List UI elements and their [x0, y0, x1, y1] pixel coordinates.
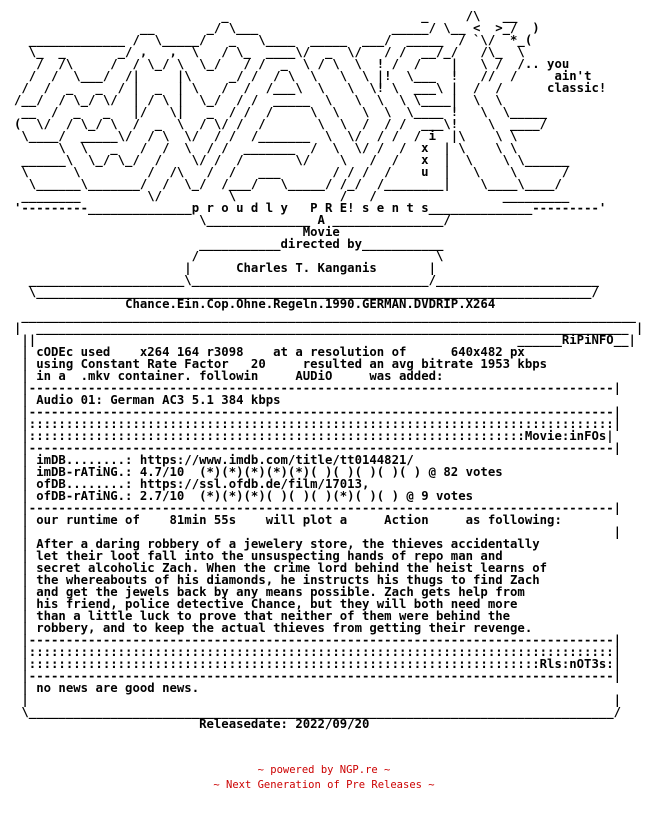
plot-line-5: and get the jewels back by any means possible. Zach gets help from: [36, 585, 525, 599]
release-date: Releasedate: 2022/09/20: [199, 717, 370, 731]
imdb-rating: imDB-rATiNG.: 4.7/10 (*)(*)(*)(*)(*)( )( )( )( )( ) @ 82 votes: [36, 465, 503, 479]
footer-powered-by[interactable]: ~ powered by NGP.re ~: [257, 764, 391, 776]
ascii-logo: _ _ /\ __ __ _/ \___ _____/ \__ < >_/ ) _____________ / \_____/ _ \____ _____ ___/ _____ / `\/ *_( \_ _ _/ , , \ / \_ ____\/ _ \/ / / __/_/ /\_ \ / /\ / / \_/ \ \_/ / / _ \ / \ \ ! / / | \ / /: [28, 9, 540, 71]
ofdb-rating: ofDB-rATiNG.: 2.7/10 (*)(*)(*)( )( )( )(*)( )( ) @ 9 votes: [36, 489, 474, 503]
logo-tagline-1: .. you: [524, 57, 570, 71]
audio-track: Audio 01: German AC3 5.1 384 kbps: [36, 393, 281, 407]
logo-tagline-2: ain't: [532, 69, 592, 83]
ripinfo-crf-line: using Constant Rate Factor 20 resulted an avg bitrate 1953 kbps: [36, 357, 548, 371]
director-name: Charles T. Kanganis: [236, 261, 377, 275]
notes-title: Rls:nOT3s: [539, 657, 607, 671]
release-notes: no news are good news.: [36, 681, 200, 695]
plot-line-2: let their loot fall into the unsuspecting hands of repo man and: [36, 549, 503, 563]
proudly-presents: p r o u d l y P R E! s e n t s: [191, 201, 429, 215]
movieinfo-title: Movie:inFOs: [524, 429, 607, 443]
header-movie: Movie: [302, 225, 340, 239]
footer: [0, 763, 648, 793]
imdb-link[interactable]: imDB........: https://www.imdb.com/title/tt0144821/: [36, 453, 414, 467]
ripinfo-title: RiPiNFO: [561, 333, 614, 347]
logo-tagline-3: classic!: [524, 81, 607, 95]
header-directed-by: directed by: [280, 237, 362, 251]
plot-line-6: his friend, police detective Chance, but they will both need more: [36, 597, 518, 611]
nfo-text: _ _ /\ __ __ _/ \___ _____/ \__ < >_/ ) _____________ / \_____/ _ \____ _____ ___/ _____ / `\/ *_( \_ _ _/ , , \ / \_ ____\/ _ \/ / / __/_/ /\_ \ / /\ / / \_/ \ \_/ / / _ \ / \ \ ! / / | \ / /.. you / / \___/ /| |\ _/ / / \ \ \ \ |! \___ ! // / ain't / / _ _ / | _ | \ / / /___\ \ \ \! \ ___\ | / / classic! /__/ / \_/ \/ | / \ | \_/ / / _____ \ \ \ \ \____| \ \ __ / _ _ |/ \| _ / / / \ \ \ \ \____ ! \ \_____ ( \/ / \_/ \ / _ \ / \/ / / \ \ / / / ___\! \ ____/ \____/ _____\/ / \ \/ / / /_______ \ \/ / / / i |\ \ \ \ \ _ / / \ / / _______ / \ \/ / / x | \ \ \ ______\ \_/ \_/ / \/ / / \/ \ / / x | \ \ \______ \ \ / /\ / / ___ / / / / u | \ \ / \______\_______/ / \_/ /___/ \_____/ /_/ /________| \____\____/ ________ \/ \ / / _________ '---------______________p r o u d l y P R E! s e n t s______________---------' \______________ A _______________/ Movie ___________directed by___________ / \ | Charles T. Kanganis | _____________________\________________________________/______________________ \___________________________________________________________________________/ Chance.Ein.Cop.Ohne.Regeln.1990.GERMAN.DVDRIP.X264 ___________________________________________________________________________________ | ________________________________________________________________________________ | || ______RiPiNFO__| | cODEc used x264 164 r3098 at a resolution of 640x482 px | using Constant Rate Factor 20 resulted an avg bitrate 1953 kbps | in a .mkv container. followin AUDiO was added: |-------------------------------------------------------------------------------| | Audio 01: German AC3 5.1 384 kbps |-------------------------------------------------------------------------------| |:::::::::::::::::::::::::::::::::::::::::::::::::::::::::::::::::::::::::::::::| |:::::::::::::::::::::::::::::::::::::::::::::::::::::::::::::::::::Movie:inFOs| |-------------------------------------------------------------------------------| | imDB........: https://www.imdb.com/title/tt0144821/ | imDB-rATiNG.: 4.7/10 (*)(*)(*)(*)(*)( )( )( )( )( ) @ 82 votes | ofDB........: https://ssl.ofdb.de/film/17013, | ofDB-rATiNG.: 2.7/10 (*)(*)(*)( )( )( )(*)( )( ) @ 9 votes |-------------------------------------------------------------------------------| | our runtime of 81min 55s will plot a Action as following: | | | After a daring robbery of a jewelery store, the thieves accidentally | let their loot fall into the unsuspecting hands of repo man and | secret alcoholic Zach. When the crime lord behind the heist learns of | the whereabouts of his diamonds, he instructs his thugs to find Zach | and get the jewels back by any means possible. Zach gets help from | his friend, police detective Chance, but they will both need more | than a little luck to prove that neither of them were behind the | robbery, and to keep the actual thieves from getting their revenge. |-------------------------------------------------------------------------------| |:::::::::::::::::::::::::::::::::::::::::::::::::::::::::::::::::::::::::::::::| |:::::::::::::::::::::::::::::::::::::::::::::::::::::::::::::::::::::Rls:nOT3s:| |-------------------------------------------------------------------------------| | no news are good news. | | \_______________________________________________________________________________/ Releasedate: 2022/09/20: [14, 9, 644, 731]
ripinfo-container-line: in a .mkv container. followin AUDiO was added:: [36, 369, 444, 383]
plot-line-1: After a daring robbery of a jewelery store, the thieves accidentally: [36, 537, 540, 551]
plot-line-7: than a little luck to prove that neither of them were behind the: [36, 609, 511, 623]
plot-line-4: the whereabouts of his diamonds, he instructs his thugs to find Zach: [36, 573, 540, 587]
footer-tagline: ~ Next Generation of Pre Releases ~: [213, 779, 435, 791]
ripinfo-codec-line: cODEc used x264 164 r3098 at a resolution of 640x482 px: [36, 345, 525, 359]
plot-line-3: secret alcoholic Zach. When the crime lord behind the heist learns of: [36, 561, 548, 575]
runtime-line: our runtime of 81min 55s will plot a Action as following:: [36, 513, 562, 527]
ofdb-link[interactable]: ofDB........: https://ssl.ofdb.de/film/17013,: [36, 477, 370, 491]
header-a: A: [317, 213, 325, 227]
plot-line-8: robbery, and to keep the actual thieves from getting their revenge.: [36, 621, 533, 635]
release-name: Chance.Ein.Cop.Ohne.Regeln.1990.GERMAN.DVDRIP.X264: [125, 297, 496, 311]
